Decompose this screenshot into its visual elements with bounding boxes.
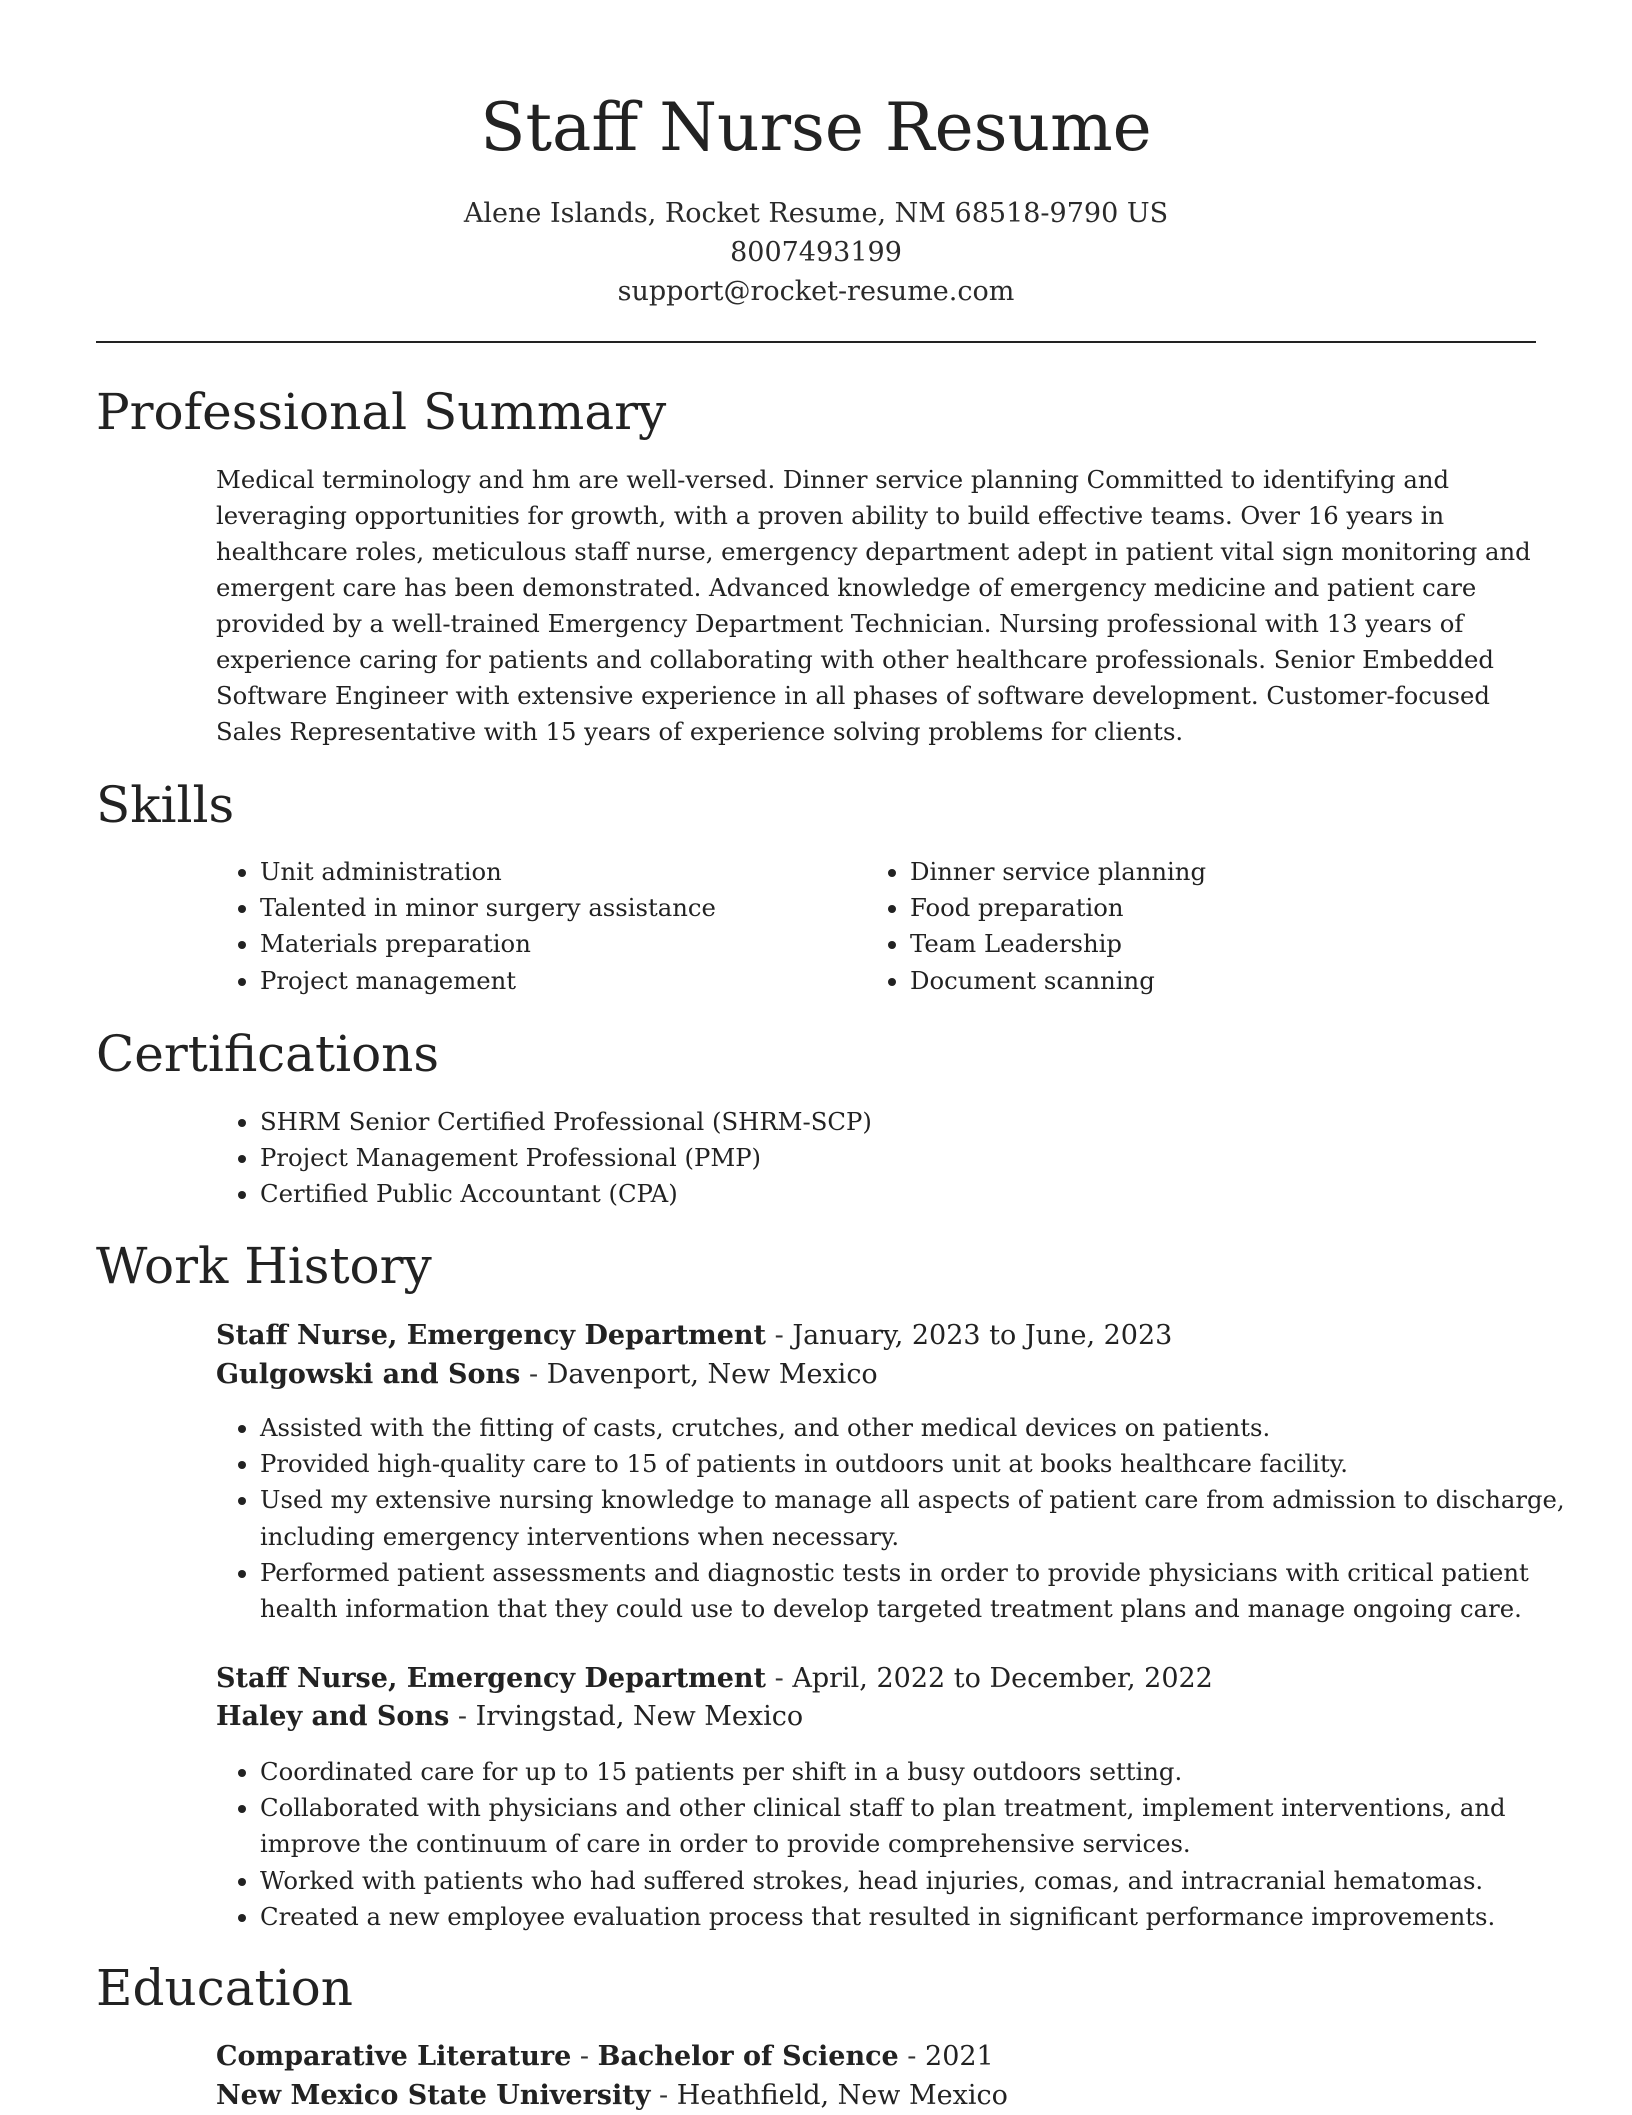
skill-item: • Talented in minor surgery assistance bbox=[260, 890, 860, 926]
skill-item: • Food preparation bbox=[910, 890, 1510, 926]
job-dates: January, 2023 to June, 2023 bbox=[792, 1320, 1173, 1351]
skills-heading: Skills bbox=[96, 776, 235, 834]
certification-item: • Certified Public Accountant (CPA) bbox=[260, 1176, 1560, 1212]
skill-item: • Document scanning bbox=[910, 963, 1510, 999]
skill-item: • Project management bbox=[260, 963, 860, 999]
job-company: Gulgowski and Sons bbox=[216, 1359, 521, 1390]
contact-address: Alene Islands, Rocket Resume, NM 68518-9790 US bbox=[463, 198, 1169, 229]
education-location: Heathfield, New Mexico bbox=[676, 2080, 1008, 2111]
education-school: New Mexico State University bbox=[216, 2080, 651, 2111]
job-bullets bbox=[216, 1754, 1572, 1935]
resume-header bbox=[0, 84, 1632, 311]
job-bullet: • Coordinated care for up to 15 patients per shift in a busy outdoors setting. bbox=[260, 1754, 1572, 1790]
summary-heading: Professional Summary bbox=[96, 383, 667, 441]
job-company: Haley and Sons bbox=[216, 1701, 450, 1732]
job-bullet: • Used my extensive nursing knowledge to manage all aspects of patient care from admission to discharge, including emergency interventions when necessary. bbox=[260, 1482, 1572, 1554]
separator: - bbox=[774, 1320, 793, 1351]
contact-email[interactable]: support@rocket-resume.com bbox=[617, 276, 1015, 307]
separator: - bbox=[528, 1359, 547, 1390]
skills-list-right bbox=[866, 854, 1510, 999]
job-location: Irvingstad, New Mexico bbox=[475, 1701, 804, 1732]
education-field: Comparative Literature bbox=[216, 2041, 572, 2072]
job-bullet: • Provided high-quality care to 15 of patients in outdoors unit at books healthcare facility. bbox=[260, 1446, 1572, 1482]
job-bullet: • Assisted with the fitting of casts, crutches, and other medical devices on patients. bbox=[260, 1410, 1572, 1446]
job-bullet: • Performed patient assessments and diagnostic tests in order to provide physicians with critical patient health information that they could use to develop targeted treatment plans and manage ongoing care. bbox=[260, 1555, 1572, 1627]
summary-text: Medical terminology and hm are well-versed. Dinner service planning Committed to identifying and leveraging opportunities for growth, with a proven ability to build effective teams. Over 16 years in healthcare roles, meticulous staff nurse, emergency department adept in patient vital sign monitoring and emergent care has been demonstrated. Advanced knowledge of emergency medicine and patient care provided by a well-trained Emergency Department Technician. Nursing professional with 13 years of experience caring for patients and collaborating with other healthcare professionals. Senior Embedded Software Engineer with extensive experience in all phases of software development. Customer-focused Sales Representative with 15 years of experience solving problems for clients. bbox=[216, 465, 1531, 746]
job-bullet: • Worked with patients who had suffered strokes, head injuries, comas, and intracranial hematomas. bbox=[260, 1863, 1572, 1899]
job-dates: April, 2022 to December, 2022 bbox=[792, 1663, 1213, 1694]
separator: - bbox=[774, 1663, 793, 1694]
certification-item: • Project Management Professional (PMP) bbox=[260, 1140, 1560, 1176]
skills-list-left bbox=[216, 854, 860, 999]
job-company-line bbox=[216, 1356, 878, 1394]
separator: - bbox=[457, 1701, 476, 1732]
certification-item: • SHRM Senior Certified Professional (SHRM-SCP) bbox=[260, 1104, 1560, 1140]
job-bullet: • Created a new employee evaluation process that resulted in significant performance improvements. bbox=[260, 1899, 1572, 1935]
resume-title: Staff Nurse Resume bbox=[480, 89, 1152, 166]
job-title-line bbox=[216, 1317, 1172, 1355]
education-degree-line bbox=[216, 2038, 994, 2076]
certifications-list bbox=[216, 1104, 1560, 1213]
separator: - bbox=[659, 2080, 677, 2111]
education-heading: Education bbox=[96, 1959, 353, 2017]
separator: - bbox=[579, 2041, 598, 2072]
separator: - bbox=[907, 2041, 926, 2072]
job-bullets bbox=[216, 1410, 1572, 1627]
work-heading: Work History bbox=[96, 1237, 432, 1295]
skill-item: • Unit administration bbox=[260, 854, 860, 890]
job-location: Davenport, New Mexico bbox=[546, 1359, 878, 1390]
education-degree: Bachelor of Science bbox=[597, 2041, 899, 2072]
skill-item: • Team Leadership bbox=[910, 926, 1510, 962]
skill-item: • Dinner service planning bbox=[910, 854, 1510, 890]
job-title-line bbox=[216, 1660, 1213, 1698]
certifications-heading: Certifications bbox=[96, 1025, 440, 1083]
job-company-line bbox=[216, 1698, 803, 1736]
job-bullet: • Collaborated with physicians and other clinical staff to plan treatment, implement interventions, and improve the continuum of care in order to provide comprehensive services. bbox=[260, 1790, 1572, 1862]
skill-item: • Materials preparation bbox=[260, 926, 860, 962]
job-title: Staff Nurse, Emergency Department bbox=[216, 1663, 767, 1694]
header-divider bbox=[96, 341, 1536, 343]
job-title: Staff Nurse, Emergency Department bbox=[216, 1320, 767, 1351]
contact-phone: 8007493199 bbox=[730, 237, 902, 268]
education-year: 2021 bbox=[925, 2041, 994, 2072]
education-school-line bbox=[216, 2077, 1008, 2115]
